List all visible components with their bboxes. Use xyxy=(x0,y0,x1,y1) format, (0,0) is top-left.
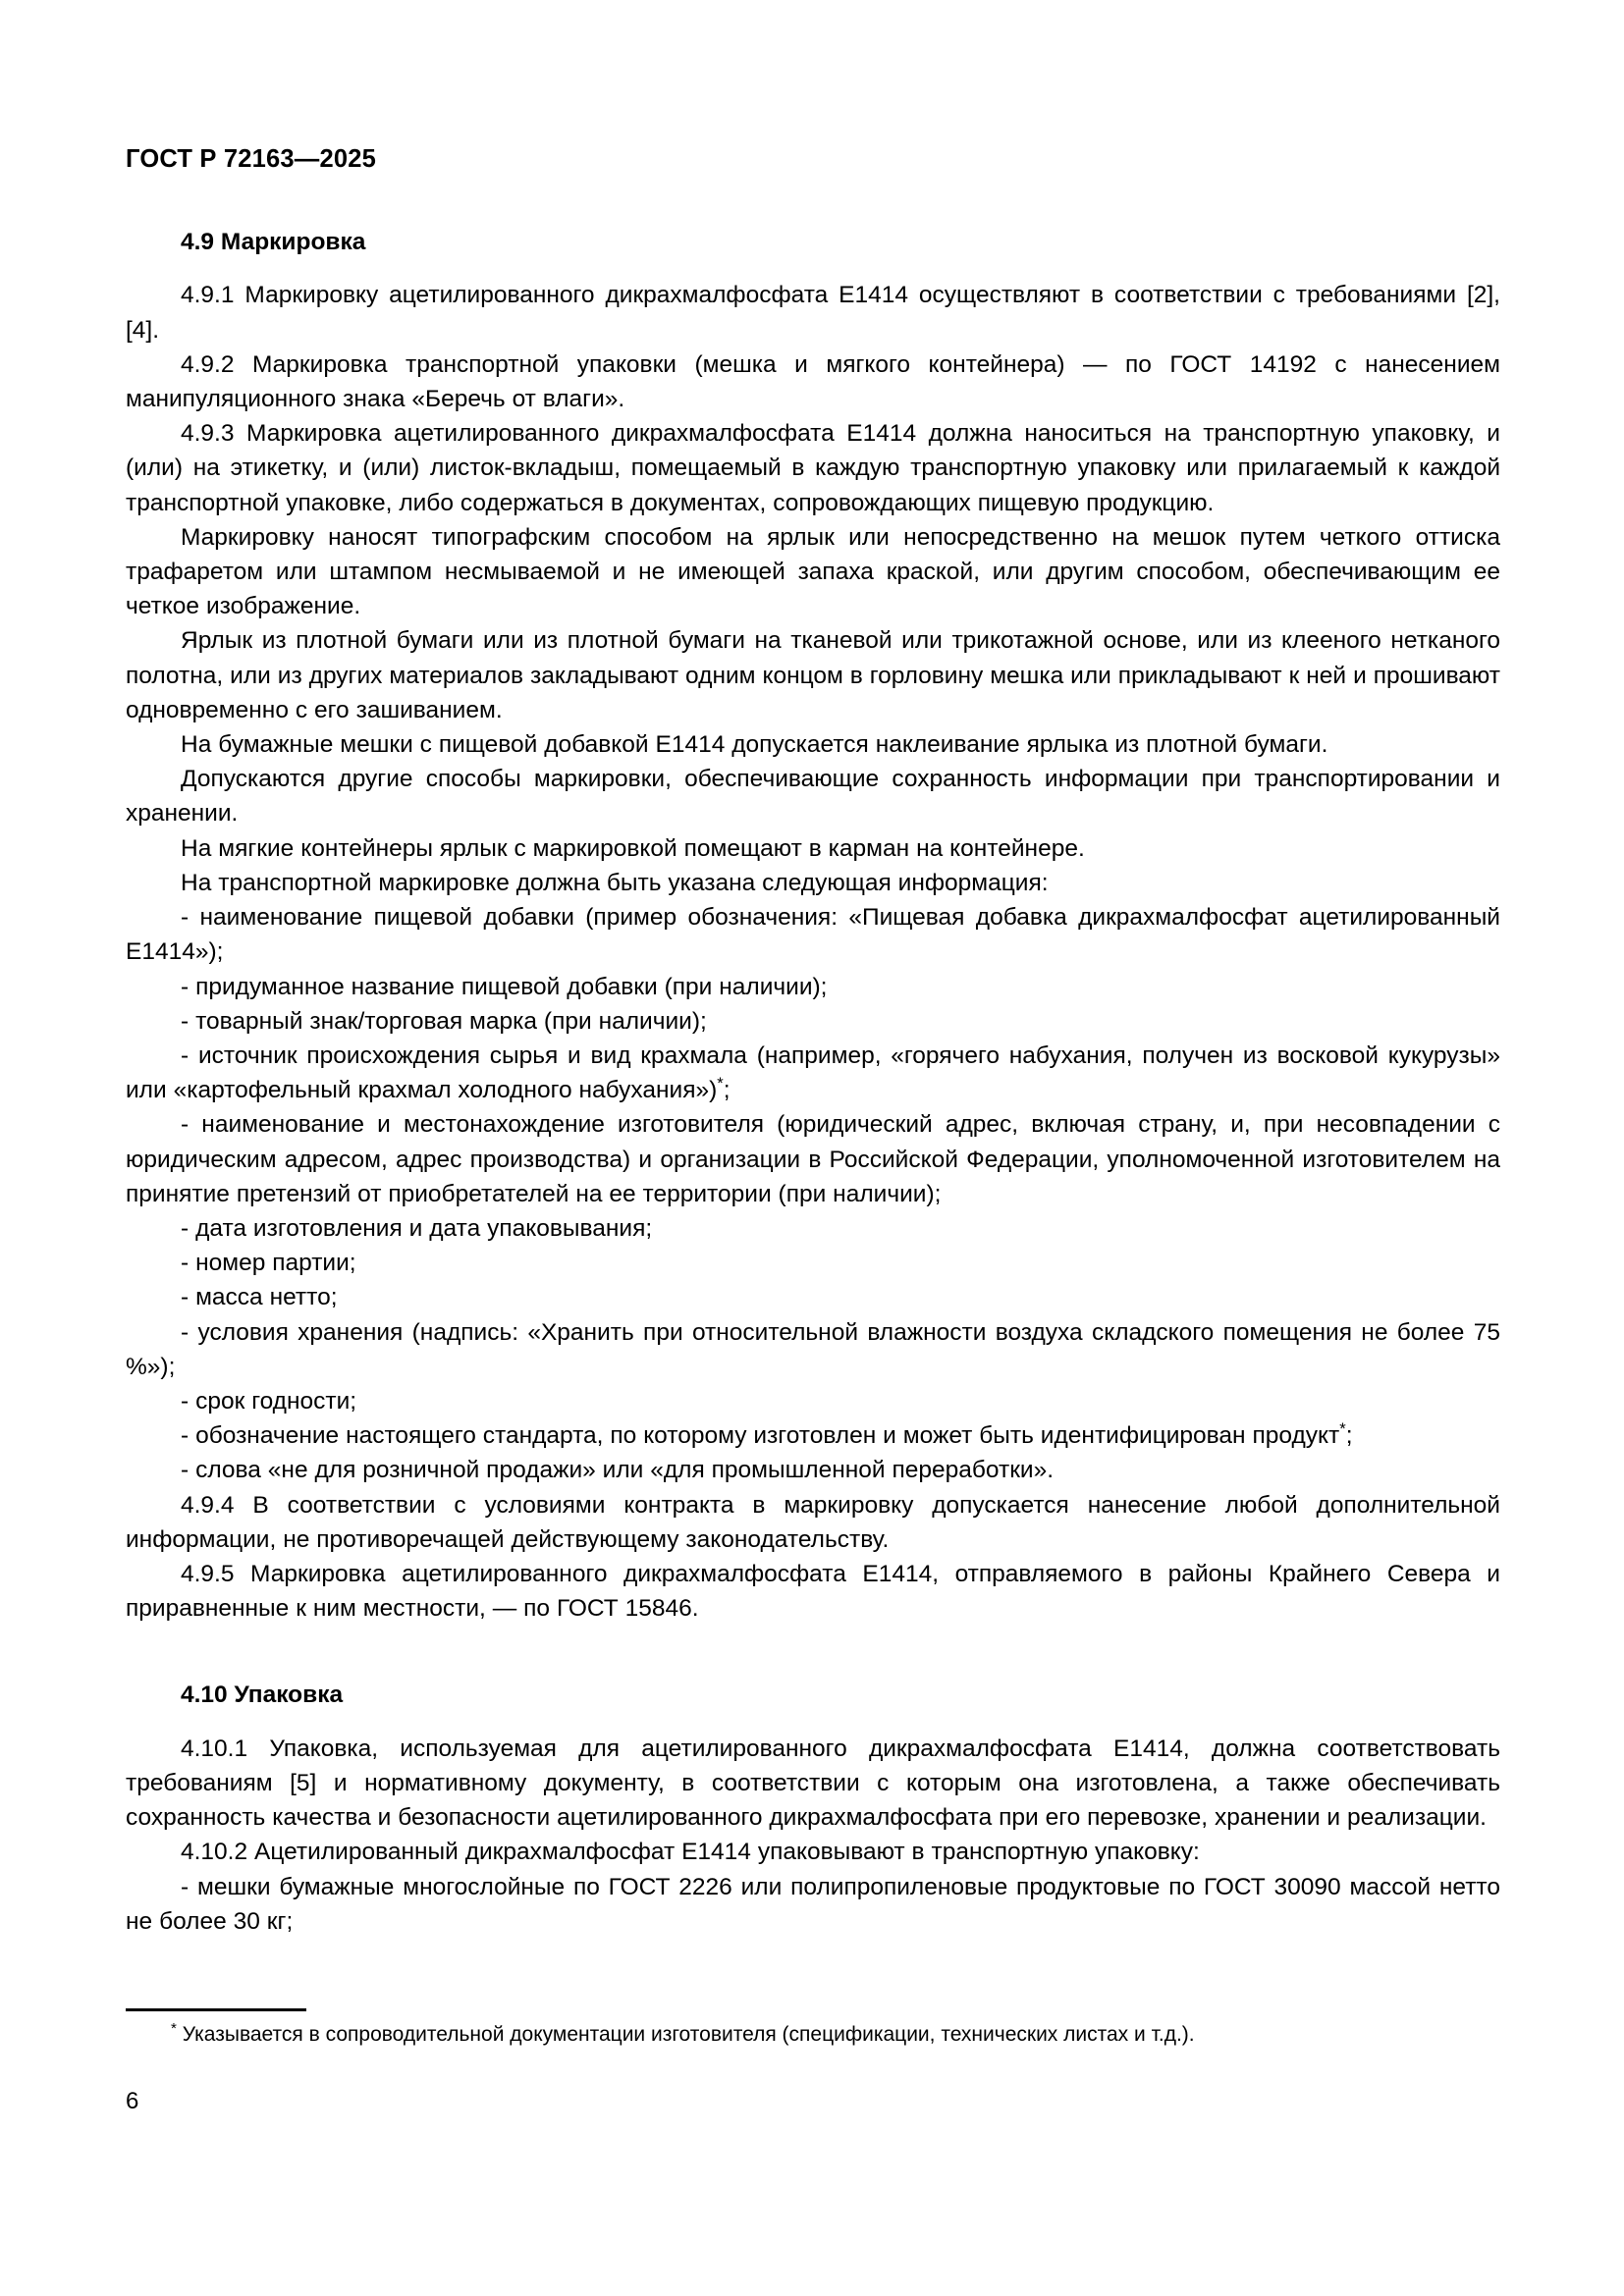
running-head: ГОСТ Р 72163—2025 xyxy=(126,145,377,173)
list-item: - придуманное название пищевой добавки (при наличии); xyxy=(181,973,828,1000)
paragraph-4-9-5: 4.9.5 Маркировка ацетилированного дикрахмалфосфата Е1414, отправляемого в районы Крайнего Севера и приравненные к ним местности, — по ГОСТ 15846. xyxy=(126,1560,1500,1623)
footnote-marker-icon: * xyxy=(171,2020,177,2037)
list-item-suffix: ; xyxy=(1345,1422,1353,1450)
list-item: - номер партии; xyxy=(181,1250,356,1277)
section-heading-4-9: 4.9 Маркировка xyxy=(181,229,366,256)
list-item-suffix: ; xyxy=(723,1077,731,1104)
paragraph-paper-bags: На бумажные мешки с пищевой добавкой Е1414 допускается наклеивание ярлыка из плотной бумаги. xyxy=(181,731,1328,759)
list-item: - дата изготовления и дата упаковывания; xyxy=(181,1214,653,1242)
page-number: 6 xyxy=(126,2088,139,2114)
footnote-marker-icon: * xyxy=(717,1073,724,1093)
footnote-separator-rule xyxy=(126,2008,306,2011)
paragraph-4-10-2: 4.10.2 Ацетилированный дикрахмалфосфат Е1414 упаковывают в транспортную упаковку: xyxy=(181,1839,1200,1866)
paragraph-4-9-1: 4.9.1 Маркировку ацетилированного дикрахмалфосфата Е1414 осуществляют в соответствии с требованиями [2], [4]. xyxy=(126,282,1500,344)
paragraph-4-10-1: 4.10.1 Упаковка, используемая для ацетилированного дикрахмалфосфата Е1414, должна соответствовать требованиям [5] и нормативному документу, в соответствии с которым она изготовлена, а также обеспечивать сохранность качества и безопасности ацетилированного дикрахмалфосфата при его перевозке, хранении и реализации. xyxy=(126,1735,1500,1832)
footnote-zone xyxy=(126,2008,1500,2049)
footnote-body: Указывается в сопроводительной документации изготовителя (спецификации, технических листах и т.д.). xyxy=(182,2023,1195,2046)
list-item: - мешки бумажные многослойные по ГОСТ 2226 или полипропиленовые продуктовые по ГОСТ 30090 массой нетто не более 30 кг; xyxy=(126,1873,1500,1935)
list-item: - товарный знак/торговая марка (при наличии); xyxy=(181,1007,707,1035)
paragraph-4-9-4: 4.9.4 В соответствии с условиями контракта в маркировку допускается нанесение любой дополнительной информации, не противоречащей действующему законодательству. xyxy=(126,1491,1500,1553)
list-item-with-footnote xyxy=(126,1418,1500,1453)
list-item-text: - источник происхождения сырья и вид крахмала (например, «горячего набухания, получен из восковой кукурузы» или «картофельный крахмал холодного набухания») xyxy=(126,1041,1500,1104)
paragraph-marking-method: Маркировку наносят типографским способом на ярлык или непосредственно на мешок путем четкого оттиска трафаретом или штампом несмываемой и не имеющей запаха краской, или другим способом, обеспечивающим ее четкое изображение. xyxy=(126,523,1500,620)
list-item: - условия хранения (надпись: «Хранить при относительной влажности воздуха складского помещения не более 75 %»); xyxy=(126,1318,1500,1380)
paragraph-soft-containers: На мягкие контейнеры ярлык с маркировкой помещают в карман на контейнере. xyxy=(181,834,1085,862)
list-item: - слова «не для розничной продажи» или «для промышленной переработки». xyxy=(181,1457,1055,1484)
list-item: - срок годности; xyxy=(181,1387,357,1415)
paragraph-label-material: Ярлык из плотной бумаги или из плотной бумаги на тканевой или трикотажной основе, или из клееного нетканого полотна, или из других материалов закладывают одним концом в горловину мешка или прикладывают к ней и прошивают одновременно с его зашиванием. xyxy=(126,627,1500,723)
list-item-text: - обозначение настоящего стандарта, по которому изготовлен и может быть идентифицирован продукт xyxy=(181,1422,1340,1450)
paragraph-other-methods: Допускаются другие способы маркировки, обеспечивающие сохранность информации при транспортировании и хранении. xyxy=(126,766,1500,828)
list-item: - наименование и местонахождение изготовителя (юридический адрес, включая страну, и, при несовпадении с юридическим адресом, адрес производства) и организации в Российской Федерации, уполномоченной изготовителем на принятие претензий от приобретателей на ее территории (при наличии); xyxy=(126,1111,1500,1207)
footnote-text xyxy=(126,2021,1500,2049)
list-item: - масса нетто; xyxy=(181,1284,338,1311)
paragraph-4-9-2: 4.9.2 Маркировка транспортной упаковки (мешка и мягкого контейнера) — по ГОСТ 14192 с нанесением манипуляционного знака «Беречь от влаги». xyxy=(126,350,1500,413)
footnote-marker-icon: * xyxy=(1339,1418,1346,1438)
paragraph-transport-marking-intro: На транспортной маркировке должна быть указана следующая информация: xyxy=(181,869,1049,896)
section-heading-4-10: 4.10 Упаковка xyxy=(181,1682,344,1709)
paragraph-4-9-3: 4.9.3 Маркировка ацетилированного дикрахмалфосфата Е1414 должна наноситься на транспортную упаковку, и (или) на этикетку, и (или) листок-вкладыш, помещаемый в каждую транспортную упаковку или прилагаемый к каждой транспортной упаковке, либо содержаться в документах, сопровождающих пищевую продукцию. xyxy=(126,420,1500,516)
list-item: - наименование пищевой добавки (пример обозначения: «Пищевая добавка дикрахмалфосфат ацетилированный Е1414»); xyxy=(126,904,1500,966)
page-content xyxy=(126,0,1500,1939)
list-item-with-footnote xyxy=(126,1039,1500,1107)
